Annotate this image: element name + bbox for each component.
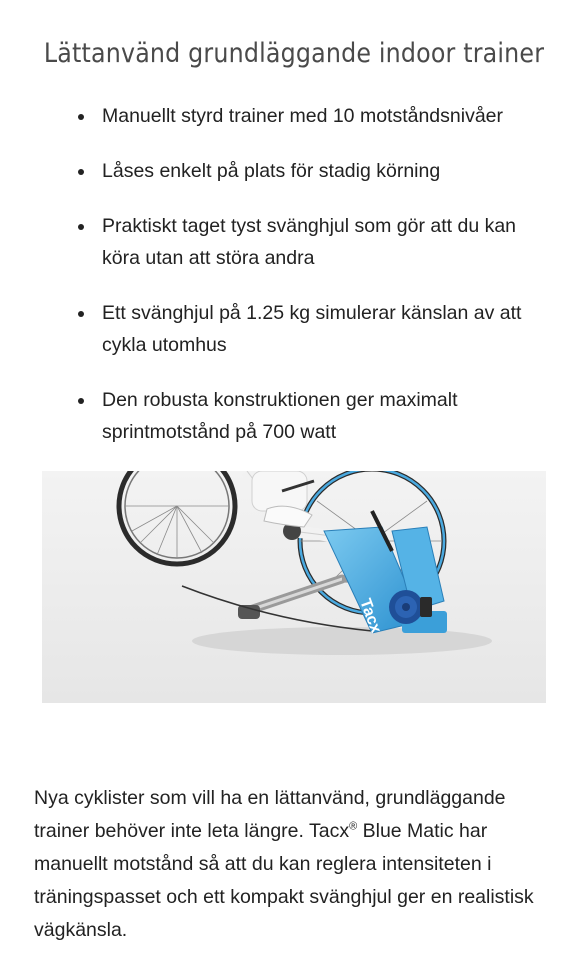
feature-item: [72, 384, 552, 448]
feature-item: [72, 297, 552, 361]
description-intro: Nya cyklister som vill ha en lättanvänd, grundläggande trainer behöver inte leta längre. Tacx: [34, 786, 506, 842]
page-title: Lättanvänd grundläggande indoor trainer: [43, 38, 545, 69]
bullet-dot: [78, 169, 84, 175]
bullet-dot: [78, 398, 84, 404]
product-image: [42, 471, 546, 703]
floor-shadow: [192, 627, 492, 655]
bullet-dot: [78, 114, 84, 120]
feature-item: [72, 155, 552, 187]
feature-text: Ett svänghjul på 1.25 kg simulerar känslan av att cykla utomhus: [102, 302, 522, 356]
description-rest: Blue Matic har manuellt motstånd så att du kan reglera intensiteten i träningspasset och ett kompakt svänghjul ger en realistisk vägkänsla.: [34, 819, 534, 941]
trainer-illustration: [42, 471, 546, 703]
feature-item: [72, 210, 552, 274]
bullet-dot: [78, 224, 84, 230]
product-description: [34, 782, 554, 947]
registered-mark: ®: [349, 820, 358, 832]
feature-text: Den robusta konstruktionen ger maximalt sprintmotstånd på 700 watt: [102, 389, 458, 443]
bullet-dot: [78, 311, 84, 317]
feature-item: [72, 100, 552, 132]
feature-list: [72, 100, 552, 471]
brand-logo: Tacx: [356, 596, 385, 636]
feature-text: Låses enkelt på plats för stadig körning: [102, 160, 441, 182]
feature-text: Praktiskt taget tyst svänghjul som gör att du kan köra utan att störa andra: [102, 215, 517, 269]
feature-text: Manuellt styrd trainer med 10 motståndsnivåer: [102, 105, 504, 127]
